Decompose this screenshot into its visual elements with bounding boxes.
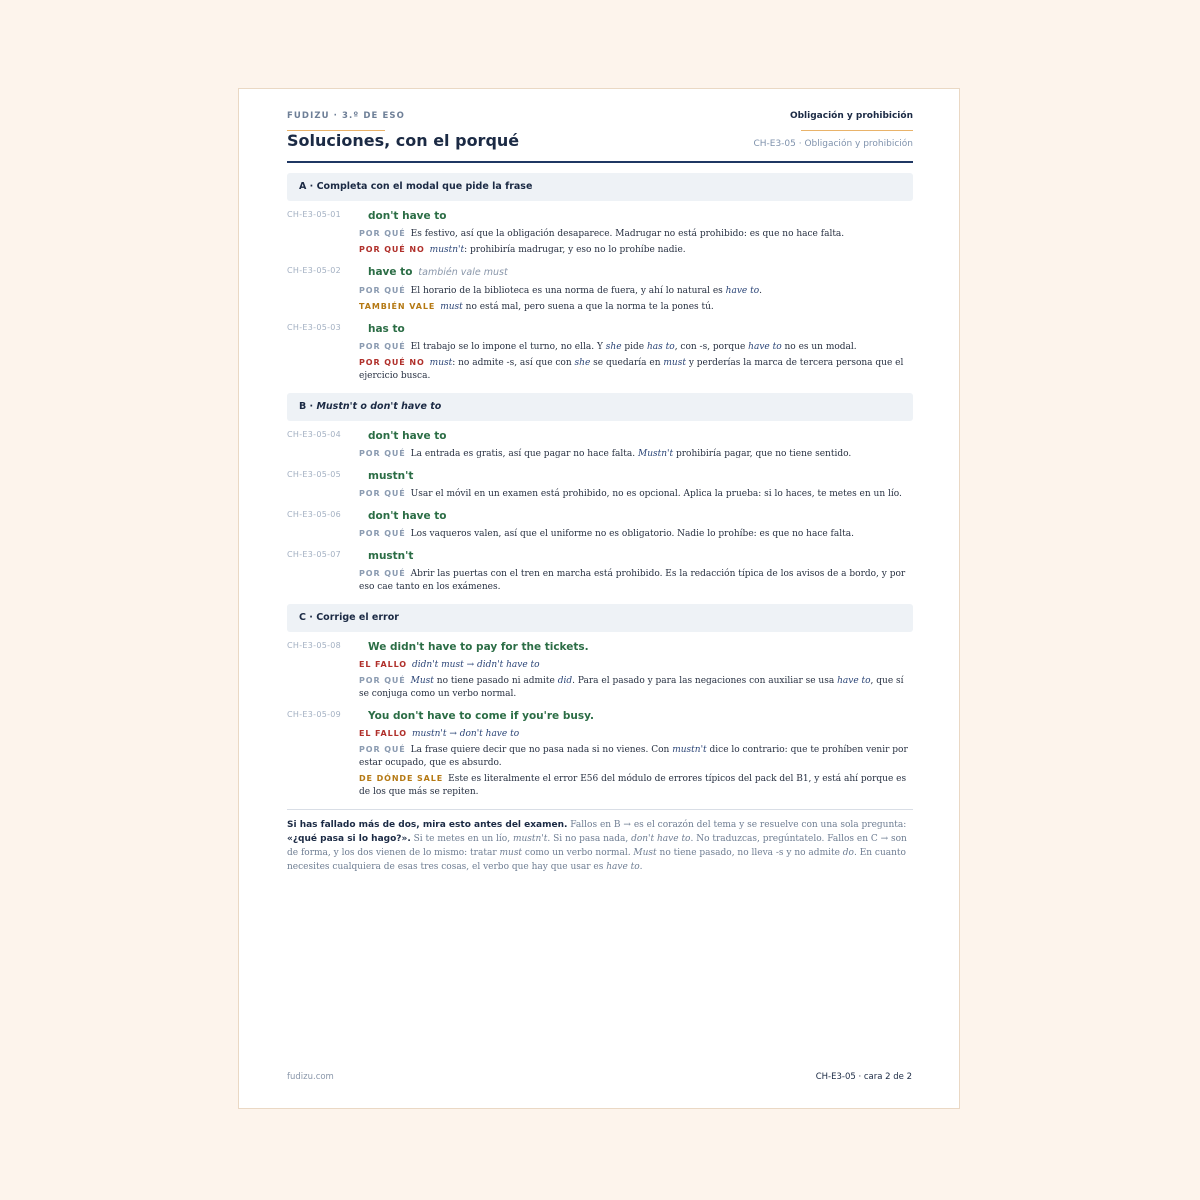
why-label: POR QUÉ: [359, 745, 406, 754]
error-row: [359, 658, 913, 672]
why-row: POR QUÉ Usar el móvil en un examen está prohibido, no es opcional. Aplica la prueba: si lo haces, te metes en un lío.: [359, 489, 902, 499]
correction: didn't must → didn't have to: [412, 660, 540, 670]
answer-item: [287, 547, 913, 594]
alternative-answer: también vale must: [418, 267, 508, 278]
why-label: POR QUÉ: [359, 449, 406, 458]
site-link[interactable]: fudizu.com: [287, 1072, 334, 1082]
why-label: POR QUÉ: [359, 286, 406, 295]
origin-label: DE DÓNDE SALE: [359, 774, 444, 783]
answer-item: [287, 427, 913, 461]
answer-text: mustn't: [368, 470, 414, 482]
why-not-text: : prohibiría madrugar, y eso no lo prohíbe nadie.: [464, 245, 686, 255]
section-c-heading: C · Corrige el error: [287, 604, 913, 632]
answer-text: mustn't: [368, 550, 414, 562]
answer-item: [287, 707, 913, 799]
why-label: POR QUÉ: [359, 529, 406, 538]
answer-text: has to: [368, 323, 405, 335]
section-b-heading: B · Mustn't o don't have to: [287, 393, 913, 421]
origin-row: DE DÓNDE SALE Este es literalmente el error E56 del módulo de errores típicos del pack del B1, y está ahí porque es de los que más se repiten.: [359, 774, 907, 797]
why-label: POR QUÉ: [359, 569, 406, 578]
why-row: [359, 227, 913, 241]
item-code: CH-E3-05-06: [287, 510, 342, 519]
why-row: POR QUÉ La entrada es gratis, así que pagar no hace falta. Mustn't prohibiría pagar, que no tiene sentido.: [359, 449, 852, 459]
why-label: POR QUÉ: [359, 229, 406, 238]
review-note: Si has fallado más de dos, mira esto antes del examen. Fallos en B → es el corazón del tema y se resuelve con una sola pregunta: «¿qué pasa si lo hago?». Si te metes en un lío, mustn't. Si no pasa nada, don't have to. No traduzcas, pregúntatelo. Fallos en C → son de forma, y los dos vienen de lo mismo: tratar must como un verbo normal. Must no tiene pasado, no lleva -s y no admite do. En cuanto necesites cualquiera de esas tres cosas, el verbo que hay que usar es have to.: [287, 820, 907, 872]
why-not-label: POR QUÉ NO: [359, 358, 425, 367]
brand-label: FUDIZU · 3.º DE ESO: [287, 111, 405, 121]
item-code: CH-E3-05-07: [287, 550, 342, 559]
worksheet-code: CH-E3-05 · Obligación y prohibición: [753, 139, 913, 149]
page-content: [287, 89, 913, 874]
page-number: CH-E3-05 · cara 2 de 2: [815, 1072, 912, 1082]
answer-text: have to también vale must: [368, 266, 508, 278]
why-text: Es festivo, así que la obligación desaparece. Madrugar no está prohibido: es que no hace falta.: [410, 229, 845, 239]
item-code: CH-E3-05-03: [287, 323, 342, 332]
topic-label: Obligación y prohibición: [789, 111, 913, 121]
divider: [287, 809, 913, 810]
item-code: CH-E3-05-04: [287, 430, 342, 439]
item-code: CH-E3-05-01: [287, 210, 342, 219]
why-row: POR QUÉ El trabajo se lo impone el turno, no ella. Y she pide has to, con -s, porque have to no es un modal.: [359, 342, 857, 352]
answer-item: [287, 320, 913, 383]
error-label: EL FALLO: [359, 660, 407, 669]
item-code: CH-E3-05-05: [287, 470, 342, 479]
why-row: POR QUÉ La frase quiere decir que no pasa nada si no vienes. Con mustn't dice lo contrario: que te prohíben venir por estar ocupado, que es absurdo.: [359, 745, 908, 768]
why-row: POR QUÉ Los vaqueros valen, así que el uniforme no es obligatorio. Nadie lo prohíbe: es que no hace falta.: [359, 529, 854, 539]
why-label: POR QUÉ: [359, 342, 406, 351]
section-a-heading: A · Completa con el modal que pide la frase: [287, 173, 913, 201]
why-label: POR QUÉ: [359, 676, 406, 685]
answer-text: You don't have to come if you're busy.: [368, 710, 594, 722]
why-not-label: POR QUÉ NO: [359, 245, 425, 254]
also-valid-row: TAMBIÉN VALE must no está mal, pero suena a que la norma te la pones tú.: [359, 302, 714, 312]
correction: mustn't → don't have to: [412, 729, 520, 739]
item-code: CH-E3-05-08: [287, 641, 342, 650]
why-row: POR QUÉ El horario de la biblioteca es una norma de fuera, y ahí lo natural es have to.: [359, 286, 763, 296]
answer-item: [287, 263, 913, 314]
why-not-row: [359, 243, 913, 257]
term: mustn't: [429, 245, 465, 255]
why-not-row: POR QUÉ NO must: no admite -s, así que con she se quedaría en must y perderías la marca de tercera persona que el ejercicio busca.: [359, 358, 904, 381]
answer-item: [287, 638, 913, 701]
term: have to: [725, 286, 760, 296]
item-code: CH-E3-05-09: [287, 710, 342, 719]
answer-text: don't have to: [368, 210, 447, 222]
answer-item: [287, 507, 913, 541]
why-label: POR QUÉ: [359, 489, 406, 498]
answer-item: [287, 207, 913, 257]
answer-text: We didn't have to pay for the tickets.: [368, 641, 589, 653]
worksheet-page: [238, 88, 960, 1109]
why-row: POR QUÉ Abrir las puertas con el tren en marcha está prohibido. Es la redacción típica de los avisos de a bordo, y por eso cae tanto en los exámenes.: [359, 569, 906, 592]
answer-text: don't have to: [368, 510, 447, 522]
term: must: [440, 302, 463, 312]
answer-item: [287, 467, 913, 501]
item-code: CH-E3-05-02: [287, 266, 342, 275]
page-title: Soluciones, con el porqué: [287, 131, 520, 150]
also-valid-label: TAMBIÉN VALE: [359, 302, 436, 311]
answer-text: don't have to: [368, 430, 447, 442]
why-row: POR QUÉ Must no tiene pasado ni admite did. Para el pasado y para las negaciones con auxiliar se usa have to, que sí se conjuga como un verbo normal.: [359, 676, 904, 699]
page-header: [287, 89, 913, 163]
topic-underline: [801, 130, 913, 131]
error-row: [359, 727, 913, 741]
error-label: EL FALLO: [359, 729, 407, 738]
